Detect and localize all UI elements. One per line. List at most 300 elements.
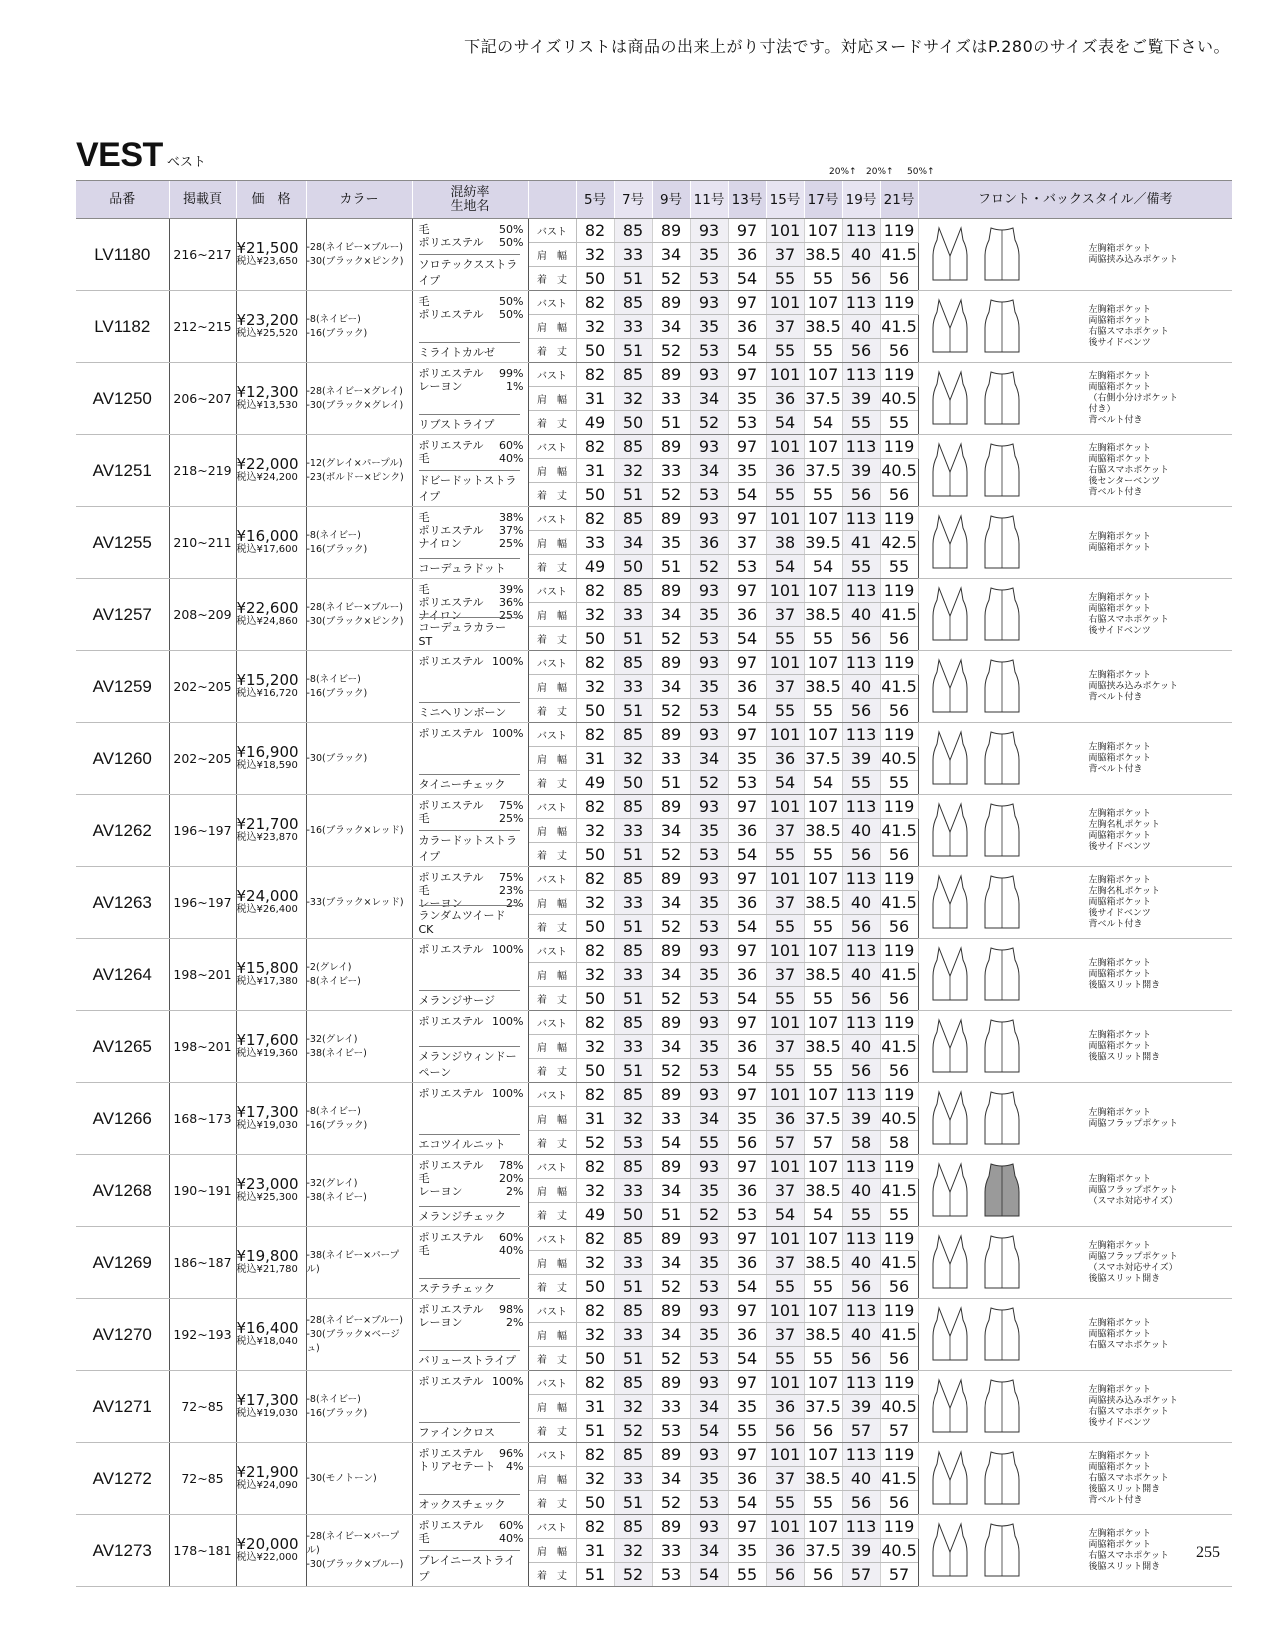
size-value: 101 [766,363,804,387]
size-value: 36 [728,675,766,699]
style-notes [1089,958,1199,991]
size-value: 51 [614,1059,652,1083]
price: ¥24,000 [236,886,299,905]
size-value: 101 [766,1299,804,1323]
measure-label: 着 丈 [528,627,576,651]
price-cell [236,579,306,651]
material-line [419,524,524,537]
table-row [76,219,1232,243]
size-value: 37 [766,243,804,267]
material-ratio: 100% [492,943,524,956]
size-value: 93 [690,867,728,891]
material-ratio: 50% [499,236,524,249]
size-value: 52 [652,483,690,507]
size-value: 119 [880,723,918,747]
material-ratio: 78% [499,1159,524,1172]
size-value: 51 [652,771,690,795]
size-value: 32 [576,243,614,267]
color-option: -38(ネイビー×パープル) [306,1249,400,1275]
price-cell [236,435,306,507]
size-value: 50 [576,915,614,939]
size-value: 40 [842,1251,880,1275]
size-value: 37.5 [804,1395,842,1419]
size-value: 51 [576,1563,614,1587]
material-ratio: 50% [499,295,524,308]
measure-label: バスト [528,1515,576,1539]
material-cell [412,1227,528,1299]
measure-label: 肩 幅 [528,1035,576,1059]
size-value: 56 [842,1347,880,1371]
size-value: 97 [728,363,766,387]
style-notes [1089,1385,1199,1429]
size-value: 39 [842,747,880,771]
size-value: 50 [576,987,614,1011]
size-value: 56 [842,627,880,651]
material-cell [412,939,528,1011]
color-cell [306,867,412,939]
size-value: 52 [690,771,728,795]
size-value: 55 [766,915,804,939]
size-value: 49 [576,411,614,435]
material-ratio: 25% [499,609,524,622]
size-value: 97 [728,1443,766,1467]
style-notes [1089,1030,1199,1063]
size-value: 97 [728,1371,766,1395]
price-cell [236,1083,306,1155]
material-ratio: 2% [506,1185,524,1198]
size-value: 50 [576,1275,614,1299]
size-value: 50 [576,699,614,723]
size-value: 57 [842,1419,880,1443]
size-value: 37 [766,963,804,987]
price: ¥15,200 [236,670,299,689]
size-value: 101 [766,1227,804,1251]
size-value: 32 [614,1395,652,1419]
measure-label: 着 丈 [528,1275,576,1299]
size-value: 34 [652,1251,690,1275]
fabric-name: ステラチェック [419,1278,520,1296]
catalog-page: 196~197 [169,867,236,939]
color-option: -38(ネイビー) [306,1047,367,1059]
catalog-page: 190~191 [169,1155,236,1227]
measure-label: バスト [528,939,576,963]
size-value: 107 [804,579,842,603]
size-value: 32 [576,1323,614,1347]
size-value: 53 [614,1131,652,1155]
size-value: 50 [576,1059,614,1083]
product-code: AV1271 [76,1371,169,1443]
size-value: 31 [576,747,614,771]
size-value: 56 [842,339,880,363]
color-cell [306,651,412,723]
size-value: 53 [690,987,728,1011]
catalog-page: 186~187 [169,1227,236,1299]
size-value: 55 [766,483,804,507]
measure-label: バスト [528,1299,576,1323]
size-value: 36 [766,459,804,483]
vest-back-sketch [981,298,1023,356]
measure-label: 着 丈 [528,483,576,507]
style-note: 両脇箱ポケット [1088,830,1152,841]
size-value: 41.5 [880,1323,918,1347]
vest-front-sketch [929,1162,971,1220]
material-cell [412,1011,528,1083]
size-value: 93 [690,795,728,819]
size-value: 57 [804,1131,842,1155]
size-value: 41.5 [880,243,918,267]
material-name: 毛 [418,583,430,596]
price: ¥12,300 [236,382,299,401]
size-value: 89 [652,363,690,387]
size-value: 97 [728,579,766,603]
size-value: 93 [690,1443,728,1467]
material-ratio: 2% [506,1316,524,1329]
price-with-tax: 税込¥24,200 [236,471,298,483]
size-value: 93 [690,1011,728,1035]
material-cell [412,795,528,867]
price: ¥21,900 [236,1462,299,1481]
size-value: 34 [652,315,690,339]
vest-back-sketch [981,730,1023,788]
size-value: 36 [728,1035,766,1059]
size-value: 55 [842,771,880,795]
size-value: 82 [576,939,614,963]
size-value: 89 [652,723,690,747]
style-note: （スマホ対応サイズ） [1088,1262,1178,1273]
table-row [76,1443,1232,1467]
material-name: ポリエステル [418,439,484,452]
size-value: 93 [690,1083,728,1107]
size-value: 53 [690,339,728,363]
size-value: 34 [652,963,690,987]
size-value: 50 [614,1203,652,1227]
style-note: 後サイドベンツ [1088,1417,1151,1428]
color-option: -28(ネイビー×ブルー) [306,241,403,253]
price-cell [236,363,306,435]
size-value: 97 [728,219,766,243]
size-value: 53 [690,483,728,507]
size-21-percent-mark: 50%↑ [907,167,935,177]
header-material-ratio: 混紡率 [450,184,490,200]
size-value: 38.5 [804,315,842,339]
material-name: ナイロン [418,537,462,550]
size-value: 38.5 [804,603,842,627]
size-value: 52 [576,1131,614,1155]
measure-label: バスト [528,1443,576,1467]
size-value: 32 [576,963,614,987]
size-value: 85 [614,867,652,891]
size-value: 41.5 [880,603,918,627]
style-notes [1089,1318,1199,1351]
size-value: 82 [576,1083,614,1107]
product-code: AV1268 [76,1155,169,1227]
size-value: 32 [576,1179,614,1203]
style-cell [918,219,1232,291]
material-name: ポリエステル [418,943,484,956]
size-value: 119 [880,363,918,387]
size-value: 52 [652,843,690,867]
measure-label: 肩 幅 [528,819,576,843]
price-with-tax: 税込¥23,870 [236,831,298,843]
size-value: 55 [804,699,842,723]
style-cell [918,435,1232,507]
size-value: 55 [766,1491,804,1515]
material-cell [412,579,528,651]
size-value: 55 [690,1131,728,1155]
measure-label: 着 丈 [528,1563,576,1587]
measure-label: バスト [528,1371,576,1395]
section-title-jp: ベスト [166,155,206,170]
measure-label: 肩 幅 [528,531,576,555]
material-line [419,295,524,308]
size-value: 107 [804,795,842,819]
size-value: 55 [804,267,842,291]
size-value: 36 [728,891,766,915]
size-value: 52 [652,1275,690,1299]
style-note: 左胸箱ポケット [1088,243,1152,254]
size-value: 56 [842,1275,880,1299]
size-value: 33 [614,819,652,843]
vest-front-sketch [929,226,971,284]
material-cell [412,507,528,579]
size-value: 113 [842,435,880,459]
size-value: 113 [842,795,880,819]
size-value: 41 [842,531,880,555]
size-value: 93 [690,579,728,603]
size-value: 54 [728,267,766,291]
size-value: 32 [614,459,652,483]
size-value: 93 [690,723,728,747]
material-line [419,1185,524,1198]
vest-front-sketch [929,1450,971,1508]
size-value: 55 [766,1275,804,1299]
size-value: 54 [728,627,766,651]
size-value: 89 [652,1299,690,1323]
color-cell [306,1011,412,1083]
size-value: 93 [690,1155,728,1179]
size-value: 57 [842,1563,880,1587]
measure-label: バスト [528,1011,576,1035]
style-notes [1089,670,1199,703]
measure-label: バスト [528,1155,576,1179]
size-value: 56 [842,483,880,507]
color-option: -30(ブラック) [306,752,368,764]
size-value: 97 [728,651,766,675]
size-value: 38.5 [804,1251,842,1275]
color-option: -8(ネイビー) [306,1105,361,1117]
material-name: ポリエステル [418,596,484,609]
table-row [76,579,1232,603]
size-value: 37 [766,1323,804,1347]
size-value: 56 [880,267,918,291]
size-value: 34 [690,747,728,771]
price-with-tax: 税込¥23,650 [236,255,298,267]
size-value: 82 [576,1443,614,1467]
vest-back-sketch [981,370,1023,428]
vest-front-sketch [929,1306,971,1364]
style-note: 左胸箱ポケット [1088,1384,1152,1395]
measure-label: 肩 幅 [528,603,576,627]
catalog-page: 210~211 [169,507,236,579]
size-value: 113 [842,1011,880,1035]
color-option: -8(ネイビー) [306,1393,361,1405]
vest-back-sketch [981,874,1023,932]
size-value: 97 [728,291,766,315]
vest-back-sketch [981,802,1023,860]
material-line [419,884,524,897]
vest-back-sketch [981,226,1023,284]
price: ¥23,200 [236,310,299,329]
size-value: 51 [614,1491,652,1515]
material-line [419,308,524,321]
size-value: 51 [614,1275,652,1299]
size-value: 55 [804,1347,842,1371]
size-value: 97 [728,1011,766,1035]
size-value: 56 [842,1491,880,1515]
material-line [419,380,524,393]
style-note: 両脇箱ポケット [1088,454,1152,464]
price: ¥16,000 [236,526,299,545]
size-value: 119 [880,1515,918,1539]
measure-label: 着 丈 [528,699,576,723]
size-value: 39 [842,1539,880,1563]
product-code: AV1266 [76,1083,169,1155]
size-value: 55 [804,1275,842,1299]
size-value: 56 [842,1059,880,1083]
catalog-page: 212~215 [169,291,236,363]
size-value: 51 [652,555,690,579]
product-code: AV1250 [76,363,169,435]
style-note: 後サイドベンツ [1088,625,1151,636]
measure-label: バスト [528,1083,576,1107]
catalog-page: 202~205 [169,723,236,795]
material-name: ポリエステル [418,524,484,537]
table-row [76,291,1232,315]
price-cell [236,651,306,723]
catalog-page: 206~207 [169,363,236,435]
material-ratio: 39% [499,583,524,596]
material-line [419,1519,524,1532]
size-value: 49 [576,555,614,579]
price-cell [236,1227,306,1299]
catalog-page: 216~217 [169,219,236,291]
size-value: 101 [766,507,804,531]
product-code: AV1265 [76,1011,169,1083]
size-value: 49 [576,771,614,795]
size-value: 119 [880,939,918,963]
size-value: 36 [728,1251,766,1275]
style-note: 両脇フラップポケット [1088,1118,1178,1129]
material-name: ポリエステル [418,1015,484,1028]
product-code: AV1259 [76,651,169,723]
material-cell [412,1443,528,1515]
size-value: 53 [690,1347,728,1371]
style-note: 右脇スマホポケット [1088,1406,1169,1417]
material-cell [412,1083,528,1155]
size-value: 113 [842,1299,880,1323]
price-cell [236,219,306,291]
size-value: 101 [766,291,804,315]
size-value: 36 [690,531,728,555]
size-value: 40 [842,1035,880,1059]
style-note: 右脇スマホポケット [1088,1550,1169,1561]
size-value: 52 [652,699,690,723]
size-value: 40 [842,315,880,339]
size-value: 53 [690,267,728,291]
table-header-row [76,181,1232,219]
color-option: -23(ボルドー×ピンク) [306,471,404,483]
material-line [419,236,524,249]
size-value: 55 [766,699,804,723]
material-line [419,812,524,825]
material-name: ポリエステル [418,1087,484,1100]
material-ratio: 23% [499,884,524,897]
size-value: 38 [766,531,804,555]
size-value: 53 [690,1491,728,1515]
color-option: -8(ネイビー) [306,975,361,987]
style-note: 両脇箱ポケット [1088,382,1152,392]
material-name: レーヨン [418,897,463,910]
vest-front-sketch [929,874,971,932]
size-value: 36 [728,1179,766,1203]
header-size-17: 17号 [804,181,842,219]
material-cell [412,291,528,363]
size-value: 82 [576,1371,614,1395]
size-value: 54 [690,1563,728,1587]
size-value: 51 [614,1347,652,1371]
size-value: 37 [766,891,804,915]
size-value: 36 [728,315,766,339]
size-value: 54 [728,339,766,363]
size-value: 35 [690,243,728,267]
table-row [76,1227,1232,1251]
price: ¥17,300 [236,1102,299,1121]
measure-label: 着 丈 [528,1419,576,1443]
size-value: 113 [842,939,880,963]
size-value: 41.5 [880,1035,918,1059]
size-value: 85 [614,219,652,243]
size-value: 41.5 [880,1179,918,1203]
material-name: ナイロン [418,609,462,622]
price-with-tax: 税込¥18,040 [236,1335,298,1347]
size-value: 55 [804,987,842,1011]
product-code: AV1269 [76,1227,169,1299]
material-ratio: 40% [499,452,524,465]
size-value: 33 [614,1323,652,1347]
size-value: 40 [842,603,880,627]
size-value: 89 [652,867,690,891]
measure-label: バスト [528,1227,576,1251]
style-note: 左胸箱ポケット [1088,1528,1152,1539]
size-value: 50 [576,843,614,867]
size-value: 38.5 [804,243,842,267]
size-value: 85 [614,579,652,603]
size-value: 51 [614,843,652,867]
price: ¥16,400 [236,1318,299,1337]
size-value: 85 [614,507,652,531]
material-name: 毛 [418,884,430,897]
style-note: 両脇箱ポケット [1088,603,1152,614]
table-row [76,363,1232,387]
style-note: （スマホ対応サイズ） [1088,1196,1178,1206]
size-value: 107 [804,507,842,531]
style-note: 両脇箱ポケット [1088,969,1152,979]
table-row [76,1155,1232,1179]
size-value: 33 [614,1467,652,1491]
price-cell [236,1011,306,1083]
color-option: -2(グレイ) [306,961,352,973]
style-notes [1089,1529,1199,1573]
